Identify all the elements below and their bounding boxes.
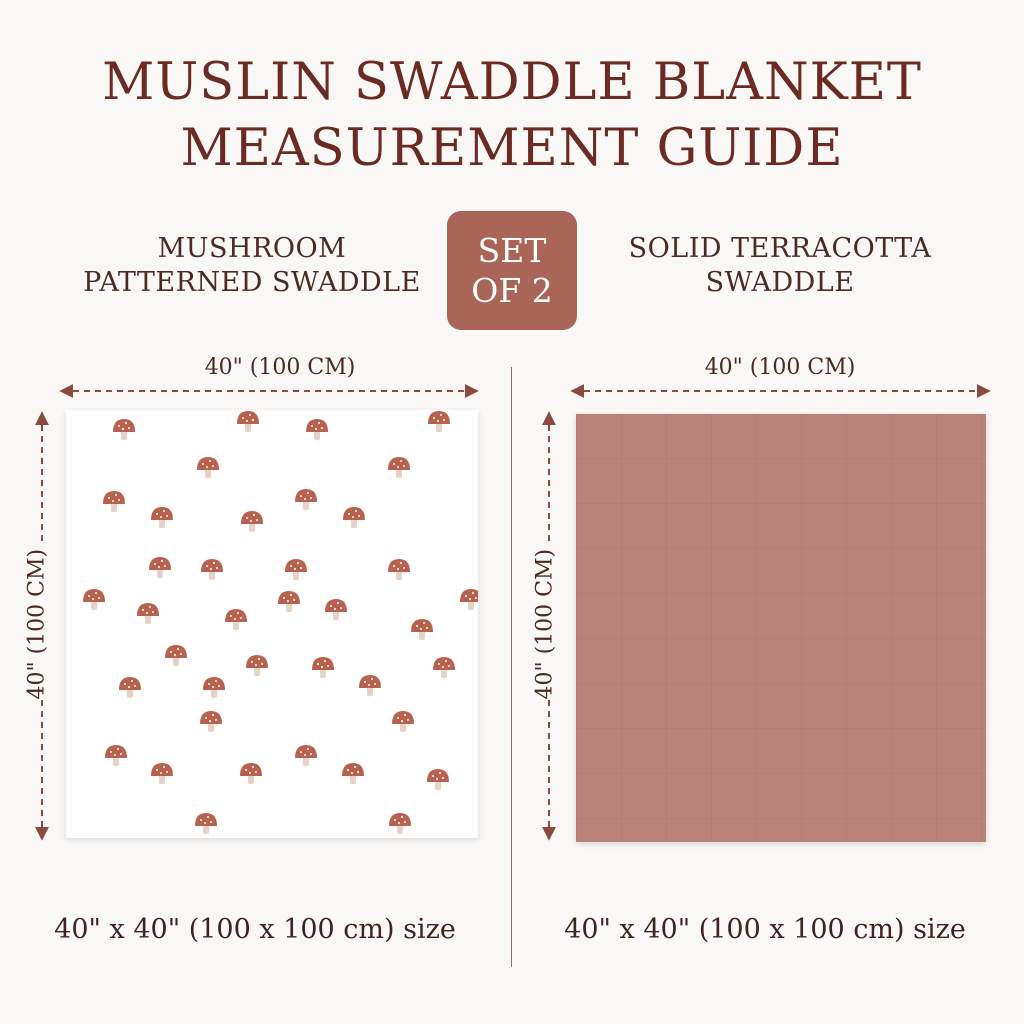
badge-line-1: SET	[477, 230, 547, 270]
right-height-label: 40" (100 CM)	[532, 548, 558, 700]
right-size-caption: 40" x 40" (100 x 100 cm) size	[564, 914, 966, 945]
left-height-label: 40" (100 CM)	[24, 548, 50, 700]
left-width-label: 40" (100 CM)	[204, 355, 356, 380]
right-product-name-line-1: SOLID TERRACOTTA	[628, 233, 932, 264]
page-title-line-2: MEASUREMENT GUIDE	[180, 119, 844, 178]
page-title-line-1: MUSLIN SWADDLE BLANKET	[102, 53, 922, 112]
left-size-caption: 40" x 40" (100 x 100 cm) size	[54, 914, 456, 945]
badge-line-2: OF 2	[471, 270, 553, 310]
right-product-name-line-2: SWADDLE	[705, 267, 855, 298]
left-product-name-line-2: PATTERNED SWADDLE	[83, 267, 421, 298]
right-width-label: 40" (100 CM)	[704, 355, 856, 380]
left-product-name-line-1: MUSHROOM	[157, 233, 347, 264]
